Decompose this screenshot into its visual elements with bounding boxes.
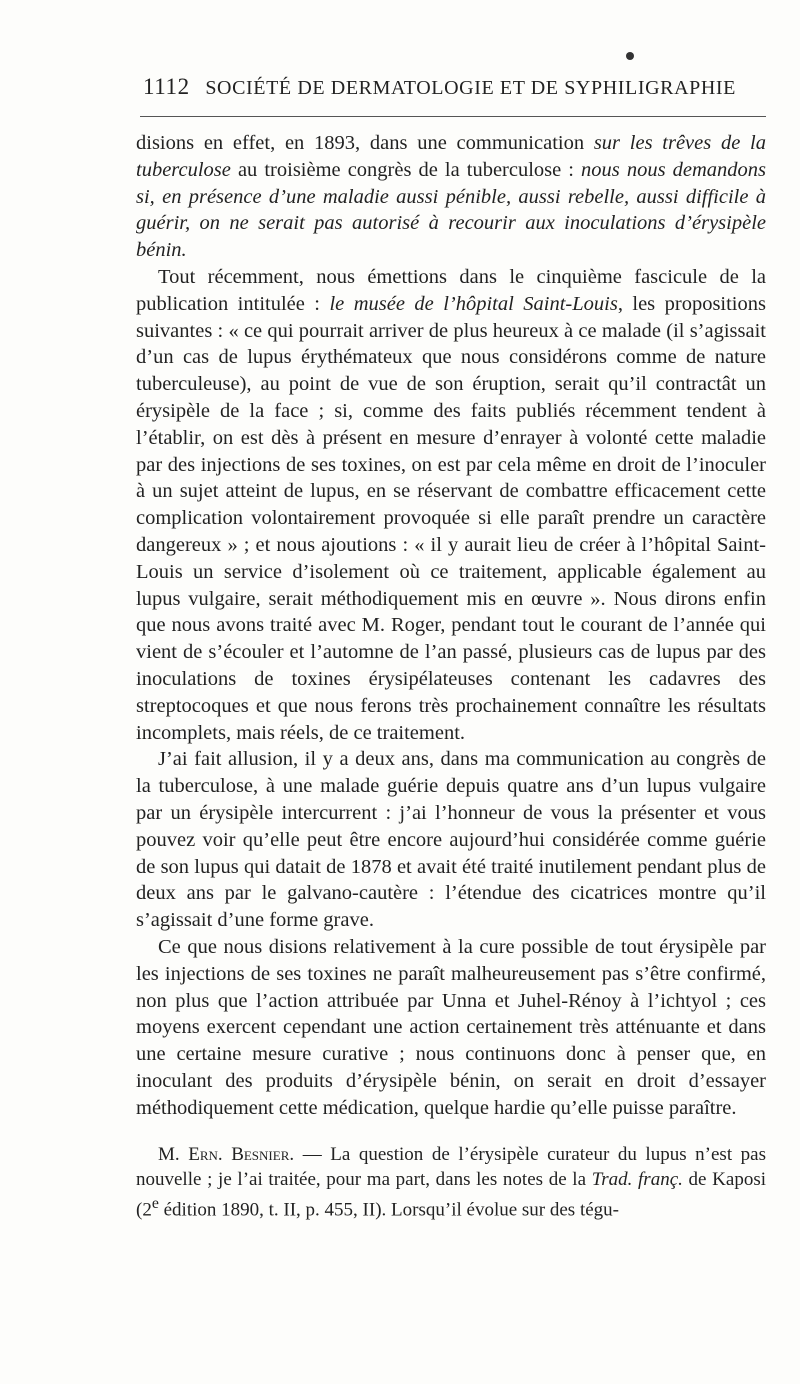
header-rule [140,116,766,117]
p5-text-d: édition 1890, t. II, p. 455, II). Lorsqu’il évolue sur des tégu- [158,1199,619,1221]
running-title: SOCIÉTÉ DE DERMATOLOGIE ET DE SYPHILIGRAPHIE [205,77,736,99]
paragraph-2 [136,264,766,746]
p1-text-a: disions en effet, en 1893, dans une communication [136,132,594,154]
paragraph-4: Ce que nous disions relativement à la cure possible de tout érysipèle par les injections de ses toxines ne paraît malheureusement pas s’être confirmé, non plus que l’action attribuée par Unna et Juhel-Rénoy à l’ichtyol ; ces moyens exercent cependant une action certainement très atténuante et dans une certaine mesure curative ; nous continuons donc à penser que, en inoculant des produits d’érysipèle bénin, on serait en droit d’essayer méthodiquement cette médication, quelque hardie qu’elle puisse paraître. [136,935,766,1119]
running-header [143,74,763,100]
p5-italic-ref: Trad. franç. [591,1168,683,1190]
paragraph-3: J’ai fait allusion, il y a deux ans, dans ma communication au congrès de la tuberculose, à une malade guérie depuis quatre ans d’un lupus vulgaire par un érysipèle intercurrent : j’ai l’honneur de vous la présenter et vous pouvez voir qu’elle peut être encore aujourd’hui considérée comme guérie de son lupus qui datait de 1878 et avait été traité inutilement pendant plus de deux ans par le galvano-cautère : l’étendue des cicatrices montre qu’il s’agissait d’une forme grave. [136,748,766,932]
p5-superscript: e [151,1195,159,1213]
p2-italic-title: le musée de l’hôpital Saint-Louis [329,292,618,315]
body-text [136,130,766,1223]
page-number: 1112 [143,74,190,99]
ink-speck [626,52,634,60]
p2-text-c: , les propositions suivantes : « ce qui pourrait arriver de plus heureux à ce malade (il s’agissait d’un cas de lupus érythémateux que nous considérons comme de nature tuberculeuse), au point de vue de son éruption, serait qu’il contractât un érysipèle de la face ; si, comme des faits publiés récemment tendent à l’établir, on est dès à présent en mesure d’enrayer à volonté cette maladie par des injections de ses toxines, on est par cela même en droit de l’inoculer à un sujet atteint de lupus, en se réservant de combattre efficacement cette complication volontairement provoquée si elle paraît prendre un caractère dangereux » ; et nous ajoutions : « il y aurait lieu de créer à l’hôpital Saint-Louis un service d’isolement où ce traitement, applicable également au lupus vulgaire, serait méthodiquement mis en œuvre ». Nous dirons enfin que nous avons traité avec M. Roger, pendant tout le courant de l’année qui vient de s’écouler et l’automne de l’an passé, plusieurs cas de lupus par des inoculations de toxines érysipélateuses contenant les cadavres des streptocoques et que nous ferons très prochainement connaître les résultats incomplets, mais réels, de ce traitement. [136,292,766,744]
p1-text-c: au troisième congrès de la tuberculose : [230,158,582,181]
p2-text-a: Tout récemment, nous émettions dans le cinquième fascicule de la publication intitulée : [136,265,766,315]
paragraph-1 [136,130,766,264]
p1-italic-title: sur les trêves de la tuberculose [136,132,766,181]
speaker-name: M. Ern. Besnier. [158,1144,295,1166]
p1-italic-quote: nous nous demandons si, en présence d’une maladie aussi pénible, aussi rebelle, aussi difficile à guérir, on ne serait pas autorisé à recourir aux inoculations d’érysipèle bénin. [136,158,766,262]
p5-text-a: — La question de l’érysipèle curateur du lupus n’est pas nouvelle ; je l’ai traitée, pour ma part, dans les notes de la [136,1144,766,1190]
paragraph-5 [136,1143,766,1223]
p5-text-c: de Kaposi (2 [136,1168,766,1221]
